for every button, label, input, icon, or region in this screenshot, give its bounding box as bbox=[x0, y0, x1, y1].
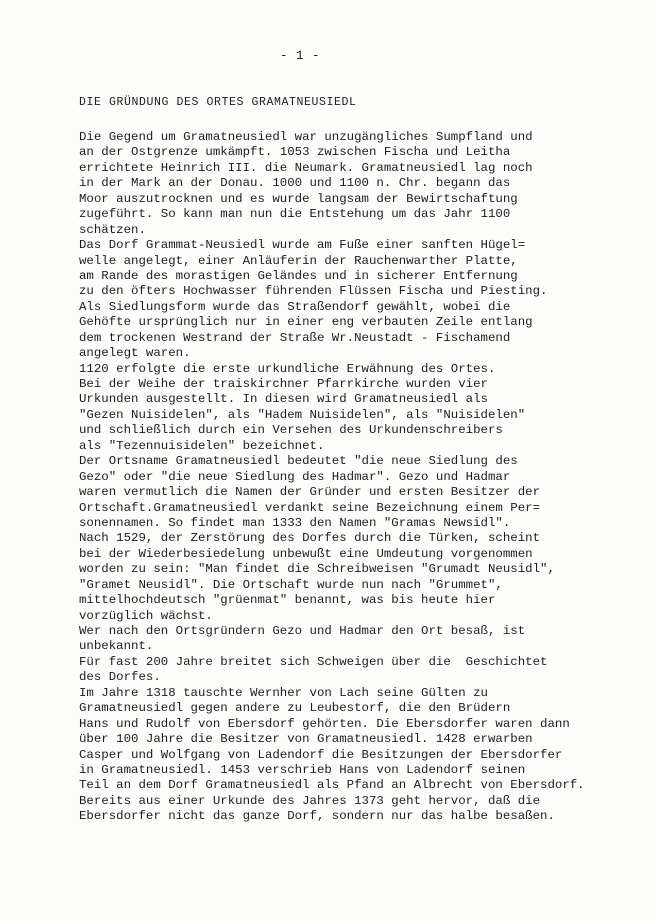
document-title: DIE GRÜNDUNG DES ORTES GRAMATNEUSIEDL bbox=[79, 96, 357, 109]
text-line: zugeführt. So kann man nun die Entstehung um das Jahr 1100 bbox=[79, 207, 511, 222]
text-line: Bei der Weihe der traiskirchner Pfarrkirche wurden vier bbox=[79, 377, 488, 391]
text-line: Hans und Rudolf von Ebersdorf gehörten. Die Ebersdorfer waren dann bbox=[79, 716, 570, 731]
text-line: am Rande des morastigen Geländes und in sicherer Entfernung bbox=[79, 268, 518, 283]
text-line: "Gramet Neusidl". Die Ortschaft wurde nun nach "Grummet", bbox=[79, 577, 503, 592]
text-line: "Gezen Nuisidelen", als "Hadem Nuisidelen", als "Nuisidelen" bbox=[79, 407, 526, 422]
text-line: Das Dorf Grammat-Neusiedl wurde am Fuße einer sanften Hügel= bbox=[79, 238, 526, 253]
text-line: als "Tezennuisidelen" bezeichnet. bbox=[79, 438, 325, 453]
text-line: waren vermutlich die Namen der Gründer und ersten Besitzer der bbox=[79, 485, 541, 500]
text-line: des Dorfes. bbox=[79, 670, 161, 685]
text-line: Gehöfte ursprünglich nur in einer eng verbauten Zeile entlang bbox=[79, 315, 533, 330]
text-line: Casper und Wolfgang von Ladendorf die Besitzungen der Ebersdorfer bbox=[79, 747, 563, 762]
text-line: über 100 Jahre die Besitzer von Gramatneusiedl. 1428 erwarben bbox=[79, 732, 533, 747]
text-line: in Gramatneusiedl. 1453 verschrieb Hans von Ladendorf seinen bbox=[79, 762, 526, 777]
text-line: errichtete Heinrich III. die Neumark. Gramatneusiedl lag noch bbox=[79, 160, 533, 175]
text-line: Moor auszutrocknen und es wurde langsam der Bewirtschaftung bbox=[79, 191, 518, 206]
page-number: - 1 - bbox=[280, 49, 321, 63]
text-line: und schließlich durch ein Versehen des Urkundenschreibers bbox=[79, 423, 503, 438]
text-line: Wer nach den Ortsgründern Gezo und Hadmar den Ort besaß, ist bbox=[79, 624, 526, 638]
text-line: vorzüglich wächst. bbox=[79, 608, 213, 623]
text-line: Gramatneusiedl gegen andere zu Leubestorf, die den Brüdern bbox=[79, 701, 511, 716]
text-line: an der Ostgrenze umkämpft. 1053 zwischen Fischa und Leitha bbox=[79, 145, 511, 160]
text-line: in der Mark an der Donau. 1000 und 1100 n. Chr. begann das bbox=[79, 176, 511, 191]
text-line: bei der Wiederbesiedelung unbewußt eine Umdeutung vorgenommen bbox=[79, 546, 533, 561]
text-line: Für fast 200 Jahre breitet sich Schweigen über die Geschichtet bbox=[79, 654, 548, 669]
text-line: Nach 1529, der Zerstörung des Dorfes durch die Türken, scheint bbox=[79, 531, 541, 546]
text-line: schätzen. bbox=[79, 222, 146, 237]
text-line: mittelhochdeutsch "grüenmat" benannt, was bis heute hier bbox=[79, 593, 496, 608]
text-line: worden zu sein: "Man findet die Schreibweisen "Grumadt Neusidl", bbox=[79, 562, 555, 577]
text-line: angelegt waren. bbox=[79, 346, 191, 361]
body-text bbox=[79, 130, 659, 825]
text-line: Der Ortsname Gramatneusiedl bedeutet "die neue Siedlung des bbox=[79, 454, 518, 469]
text-line: dem trockenen Westrand der Straße Wr.Neustadt - Fischamend bbox=[79, 330, 511, 345]
text-line: Ortschaft.Gramatneusiedl verdankt seine Bezeichnung einem Per= bbox=[79, 500, 541, 515]
text-line: Teil an dem Dorf Gramatneusiedl als Pfand an Albrecht von Ebersdorf. bbox=[79, 778, 585, 793]
text-line: Im Jahre 1318 tauschte Wernher von Lach seine Gülten zu bbox=[79, 685, 488, 700]
text-line: Urkunden ausgestellt. In diesen wird Gramatneusiedl als bbox=[79, 392, 488, 407]
text-line: zu den öfters Hochwasser führenden Flüssen Fischa und Piesting. bbox=[79, 284, 548, 299]
text-line: Gezo" oder "die neue Siedlung des Hadmar". Gezo und Hadmar bbox=[79, 469, 511, 484]
text-line: 1120 erfolgte die erste urkundliche Erwähnung des Ortes. bbox=[79, 361, 496, 376]
text-line: Bereits aus einer Urkunde des Jahres 1373 geht hervor, daß die bbox=[79, 793, 541, 808]
text-line: Die Gegend um Gramatneusiedl war unzugängliches Sumpfland und bbox=[79, 130, 533, 144]
text-line: unbekannt. bbox=[79, 639, 154, 654]
text-line: welle angelegt, einer Anläuferin der Rauchenwarther Platte, bbox=[79, 253, 518, 268]
text-line: sonennamen. So findet man 1333 den Namen "Gramas Newsidl". bbox=[79, 515, 511, 530]
text-line: Ebersdorfer nicht das ganze Dorf, sondern nur das halbe besaßen. bbox=[79, 809, 555, 824]
text-line: Als Siedlungsform wurde das Straßendorf gewählt, wobei die bbox=[79, 299, 511, 314]
